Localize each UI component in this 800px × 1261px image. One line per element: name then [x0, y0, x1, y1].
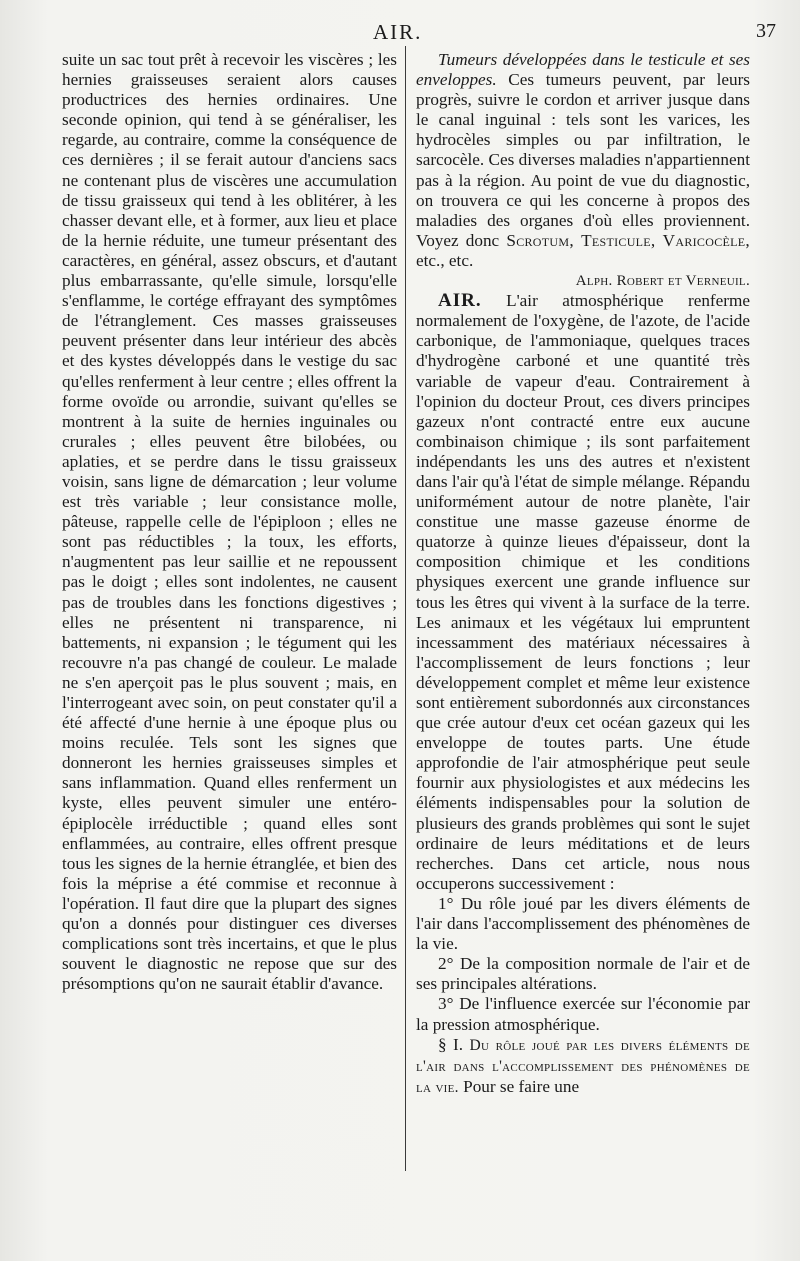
tumeurs-lead: Tumeurs développées dans le testicule et ses enveloppes. — [416, 50, 750, 90]
section-heading: Du rôle joué par les divers éléments de l'air dans l'accomplissement des phénomènes de la vie. — [416, 1036, 751, 1096]
section-number: § I. — [438, 1034, 464, 1054]
air-headword: AIR. — [438, 290, 482, 312]
page-number: 37 — [756, 20, 776, 42]
left-column — [62, 50, 397, 994]
air-entry-paragraph — [416, 291, 750, 894]
column-divider — [405, 46, 406, 1171]
enumerated-list — [416, 894, 750, 1035]
running-head — [0, 18, 800, 48]
list-item: 3° De l'influence exercée sur l'économie par la pression atmosphérique. — [416, 994, 750, 1034]
section-text: Pour se faire une — [458, 1076, 580, 1096]
list-item: 2° De la composition normale de l'air et de ses principales altérations. — [416, 954, 750, 994]
right-column — [416, 50, 750, 1098]
authors-signature: Alph. Robert et Verneuil. — [575, 273, 750, 290]
tumeurs-paragraph — [416, 50, 750, 271]
air-entry-text: L'air atmosphérique renferme normalement de l'oxygène, de l'azote, de l'acide carbonique, de l'ammoniaque, quelques traces d'hydrogène carboné et une quantité très variable de vapeur d'eau. Contrairement à l'opinion du docteur Prout, ces divers principes gazeux n'ont contracté entre eux aucune combinaison chimique ; ils sont parfaitement indépendants les uns des autres et n'existent dans l'air qu'à l'état de simple mélange. Répandu uniformément autour de notre planète, l'air constitue une masse gazeuse énorme de quatorze à quinze lieues d'épaisseur, dont la composition chimique et les conditions physiques exercent une grande influence sur tous les êtres qui vivent à la surface de la terre. Les animaux et les végétaux lui empruntent incessamment des matériaux nécessaires à l'accomplissement de leurs fonctions ; leur développement complet et même leur existence sont entièrement subordonnés aux circonstances que crée autour d'eux cet océan gazeux qui les enveloppe de toutes parts. Une étude approfondie de l'air atmosphérique peut seule fournir aux physiologistes et aux médecins les éléments indispensables pour la solution de plusieurs des grands problèmes qui sont le sujet ordinaire de leurs méditations et de leurs recherches. Dans cet article, nous nous occuperons successivement : — [416, 291, 750, 893]
cross-references: Scrotum, Testicule, Varicocèle, — [506, 230, 750, 250]
tumeurs-text: Ces tumeurs peuvent, par leurs progrès, suivre le cordon et arriver jusque dans le canal inguinal : tels sont les varices, les hydrocèles simples ou par infiltration, le sarcocèle. Ces diverses maladies n'appartiennent pas à la région. Au point de vue du diagnostic, on trouvera ce qui les concerne à propos des maladies des organes d'où elles proviennent. Voyez donc — [416, 70, 750, 250]
left-column-text: suite un sac tout prêt à recevoir les viscères ; les hernies graisseuses seraient alors causes productrices des hernies ordinaires. Une seconde opinion, qui tend à se généraliser, les regarde, au contraire, comme la conséquence de ces dernières ; il se ferait autour d'anciens sacs ne contenant plus de viscères une accumulation de tissu graisseux qui tend à les oblitérer, à les chasser devant elle, et à former, aux lieu et place de la hernie réduite, une tumeur présentant des caractères, en général, assez obscurs, et d'autant plus embarrassante, qu'elle simule, lorsqu'elle s'enflamme, le cortége effrayant des symptômes de l'étranglement. Ces masses graisseuses peuvent présenter dans leur intérieur des abcès et des kystes développés dans le vestige du sac qu'elles renferment à leur centre ; elles offrent la forme ovoïde ou arrondie, suivant qu'elles se montrent à la suite de hernies inguinales ou crurales ; elles peuvent être bilobées, ou aplaties, et se perdre dans le tissu graisseux voisin, sans ligne de démarcation ; leur volume est très variable ; leur consistance molle, pâteuse, rappelle celle de l'épiploon ; elles ne sont pas réductibles ; la toux, les efforts, n'augmentent pas leur saillie et ne repoussent pas le doigt ; elles sont indolentes, ne causent pas de troubles dans les fonctions digestives ; elles ne présentent ni transparence, ni battements, ni expansion ; le tégument qui les recouvre n'a pas changé de couleur. Le malade ne s'en aperçoit pas le plus souvent ; mais, en l'interrogeant avec soin, on peut constater qu'il a été affecté d'une hernie à une époque plus ou moins reculée. Tels sont les signes que donneront les hernies graisseuses simples et sans inflammation. Quand elles renferment un kyste, elles peuvent simuler une entéro-épiplocèle irréductible ; quand elles sont enflammées, au contraire, elles offrent presque tous les signes de la hernie étranglée, et bien des fois la méprise a été commise et reconnue à l'opération. Il faut dire que la plupart des signes qu'on a donnés pour distinguer ces diverses complications sont très incertains, et que le plus souvent le diagnostic ne repose que sur des présomptions qu'on ne saurait établir d'avance. — [62, 50, 397, 994]
list-item: 1° Du rôle joué par les divers éléments de l'air dans l'accomplissement des phénomènes de la vie. — [416, 893, 750, 954]
cross-references-tail: etc., etc. — [416, 250, 474, 270]
section-paragraph — [416, 1035, 750, 1098]
running-title: AIR. — [373, 20, 423, 44]
